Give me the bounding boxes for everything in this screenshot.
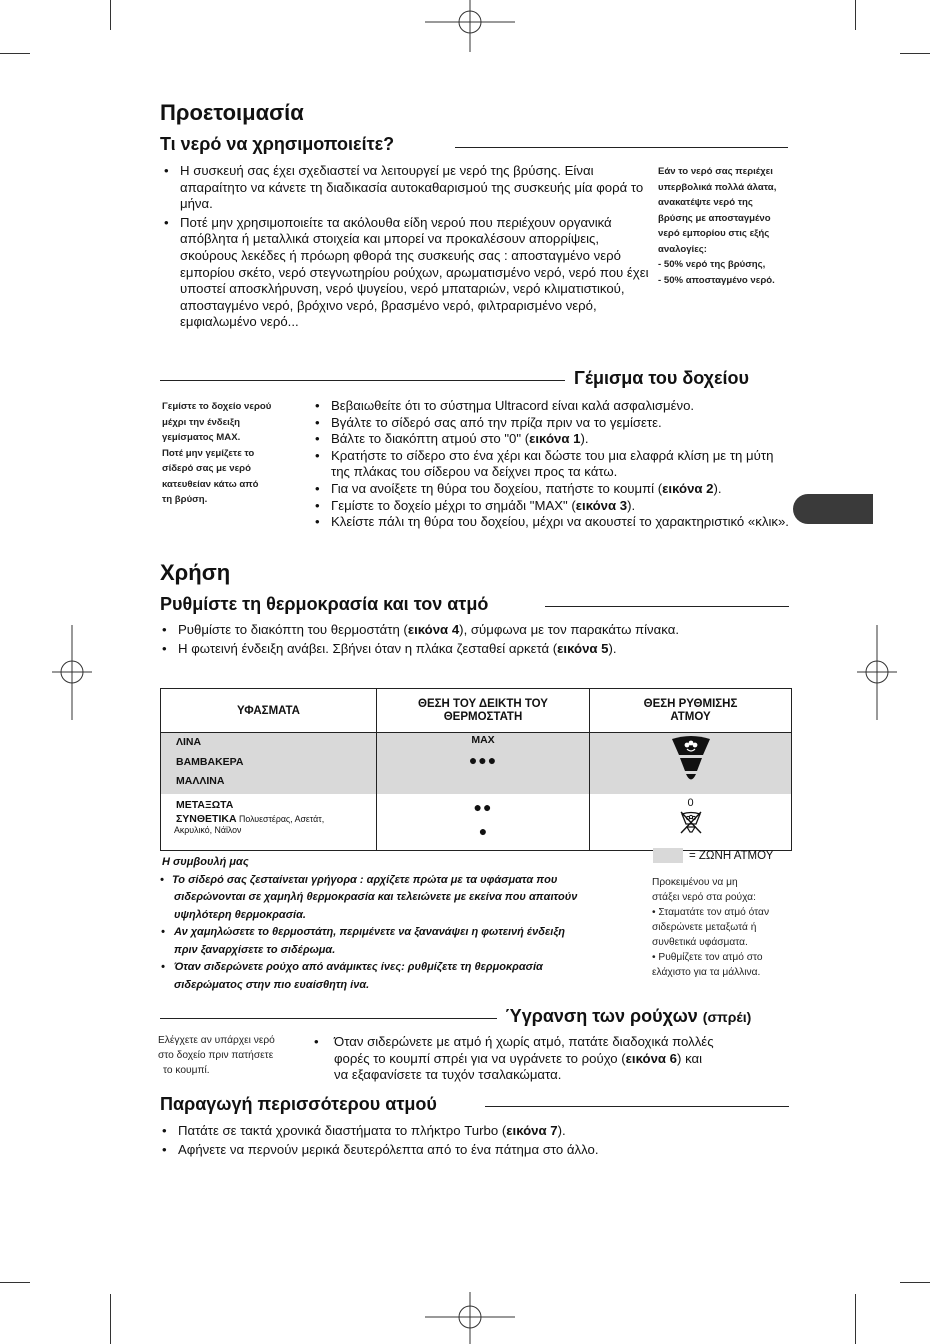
section-tab — [793, 494, 873, 524]
fill-side-note: Γεμίστε το δοχείο νερού μέχρι την ένδειξη γεμίσματος MAX. Ποτέ μην γεμίζετε το σίδερό σας με νερό κατευθείαν κάτω από τη βρύση. — [162, 401, 272, 505]
turbo-bullets — [160, 1123, 720, 1158]
registration-mark-right — [857, 625, 897, 720]
temp-heading-rule — [545, 606, 789, 607]
spray-heading: Ύγρανση των ρούχων (σπρέι) — [505, 1006, 752, 1026]
water-side-note: Εάν το νερό σας περιέχει υπερβολικά πολλά άλατα, ανακατέψτε νερό της βρύσης με αποσταγμένο νερό εμπορίου στις εξής αναλογίες: - 50% νερό της βρύσης, - 50% αποσταγμένο νερό. — [658, 166, 777, 286]
table-row: ΛΙΝΑ ΒΑΜΒΑΚΕΡΑ ΜΑΛΛΙΝΑ MAX ●●● — [161, 733, 792, 795]
section-title-use: Χρήση — [160, 560, 231, 585]
spray-heading-rule — [160, 1018, 497, 1019]
advice-side-note: Προκειμένου να μη στάξει νερό στα ρούχα: • Σταματάτε τον ατμό όταν σιδερώνετε μεταξωτά ή συνθετικά υφάσματα. • Ρυθμίζετε τον ατμό στο ελάχιστο για τα μάλλινα. — [652, 877, 770, 978]
table-row: ΜΕΤΑΞΩΤΑ ΣΥΝΘΕΤΙΚΑ Πολυεστέρας, Ασετάτ, Ακρυλικό, Νάϊλον ●● ● 0 — [161, 794, 792, 850]
table-header-fabrics: ΥΦΑΣΜΑΤΑ — [161, 689, 377, 733]
fill-bullet-3: • Βάλτε το διακόπτη ατμού στο "0" (εικόνα 1). — [313, 431, 791, 448]
no-steam-icon — [678, 809, 704, 835]
fill-heading: Γέμισμα του δοχείου — [574, 368, 749, 388]
table-header-steam: ΘΕΣΗ ΡΥΘΜΙΣΗΣ ΑΤΜΟΥ — [590, 689, 792, 733]
temp-bullet-1: • Ρυθμίστε το διακόπτη του θερμοστάτη (εικόνα 4), σύμφωνα με τον παρακάτω πίνακα. — [160, 622, 720, 639]
turbo-heading: Παραγωγή περισσότερου ατμού — [160, 1094, 437, 1114]
section-title-preparation: Προετοιμασία — [160, 100, 304, 125]
steam-zone-swatch — [653, 848, 683, 863]
turbo-bullet-2: • Αφήνετε να περνούν μερικά δευτερόλεπτα από το ένα πάτημα στο άλλο. — [160, 1142, 720, 1159]
registration-mark-left — [52, 625, 92, 720]
fill-bullet-5: • Για να ανοίξετε τη θύρα του δοχείου, πατήστε το κουμπί (εικόνα 2). — [313, 481, 791, 498]
water-bullets — [162, 163, 652, 331]
spray-text: • Όταν σιδερώνετε με ατμό ή χωρίς ατμό, πατάτε διαδοχικά πολλές φορές το κουμπί σπρέι για να υγράνετε το ρούχο (εικόνα 6) και να εξαφανίσετε τα τυχόν τσαλακώματα. — [314, 1034, 714, 1083]
water-heading: Τι νερό να χρησιμοποιείτε? — [160, 134, 395, 154]
steam-max-icon — [669, 735, 713, 789]
temp-bullets — [160, 622, 720, 657]
fill-bullet-7: • Κλείστε πάλι τη θύρα του δοχείου, μέχρι να ακουστεί το χαρακτηριστικό «κλικ». — [313, 514, 791, 531]
advice-block: Η συμβουλή μας • Το σίδερό σας ζεσταίνεται γρήγορα : αρχίζετε πρώτα με τα υφάσματα που σιδερώνονται σε χαμηλή θερμοκρασία και τελειώνετε με εκείνα που απαιτούν υψηλότερη θερμοκρασία. • Αν χαμηλώσετε το θερμοστάτη, περιμένετε να ξανανάψει η φωτεινή ένδειξη πριν ξαναρχίσετε το σιδέρωμα. • Όταν σιδερώνετε ρούχο από ανάμικτες ίνες: ρυθμίζετε τη θερμοκρασία σιδερώματος στην πιο ευαίσθητη ίνα. — [160, 856, 578, 991]
steam-zone-legend: = ΖΩΝΗ ΑΤΜΟΥ — [653, 848, 773, 863]
table-header-thermostat: ΘΕΣΗ ΤΟΥ ΔΕΙΚΤΗ ΤΟΥ ΘΕΡΜΟΣΤΑΤΗ — [377, 689, 590, 733]
fill-bullet-2: • Βγάλτε το σίδερό σας από την πρίζα πριν να το γεμίσετε. — [313, 415, 791, 432]
registration-mark-bottom — [425, 1292, 515, 1344]
fill-bullet-1: • Βεβαιωθείτε ότι το σύστημα Ultracord είναι καλά ασφαλισμένο. — [313, 398, 791, 415]
turbo-heading-rule — [485, 1106, 789, 1107]
fill-bullet-6: • Γεμίστε το δοχείο μέχρι το σημάδι "MAX" (εικόνα 3). — [313, 498, 791, 515]
turbo-bullet-1: • Πατάτε σε τακτά χρονικά διαστήματα το πλήκτρο Turbo (εικόνα 7). — [160, 1123, 720, 1140]
registration-mark-top — [425, 0, 515, 52]
settings-table — [160, 688, 792, 851]
fill-heading-rule — [160, 380, 565, 381]
temp-heading: Ρυθμίστε τη θερμοκρασία και τον ατμό — [160, 594, 489, 614]
steam-off-cell: 0 — [590, 794, 792, 850]
steam-max-cell — [590, 733, 792, 795]
water-heading-rule — [455, 147, 788, 148]
water-bullet-1: • Η συσκευή σας έχει σχεδιαστεί να λειτουργεί με νερό της βρύσης. Είναι απαραίτητο να κάνετε τη διαδικασία αυτοκαθαρισμού της συσκευής μία φορά το μήνα. — [162, 163, 652, 213]
temp-bullet-2: • Η φωτεινή ένδειξη ανάβει. Σβήνει όταν η πλάκα ζεσταθεί αρκετά (εικόνα 5). — [160, 641, 720, 658]
fill-bullet-4: • Κρατήστε το σίδερο στο ένα χέρι και δώστε του μια ελαφρά κλίση με τη μύτη της πλάκας του σίδερου να δείχνει προς τα κάτω. — [313, 448, 791, 481]
spray-side-note: Ελέγχετε αν υπάρχει νερό στο δοχείο πριν πατήσετε το κουμπί. — [158, 1035, 275, 1076]
fill-bullets — [313, 398, 791, 531]
water-bullet-2: • Ποτέ μην χρησιμοποιείτε τα ακόλουθα είδη νερού που περιέχουν οργανικά απόβλητα ή μεταλλικά στοιχεία και μπορεί να προκαλέσουν απορρίψεις, σκούρους λεκέδες ή πρόωρη φθορά της συσκευής σας : αποσταγμένο νερό εμπορίου σκέτο, νερό στεγνωτηρίου ρούχων, αρωματισμένο νερό, νερό που έχει υποστεί αποσκλήρυνση, νερό ψυγείου, νερό μπαταριών, νερό κλιματιστικού, αποσταγμένο νερό, βρόχινο νερό, βρασμένο νερό, φιλτραρισμένο νερό, εμφιαλωμένο νερό... — [162, 215, 652, 331]
